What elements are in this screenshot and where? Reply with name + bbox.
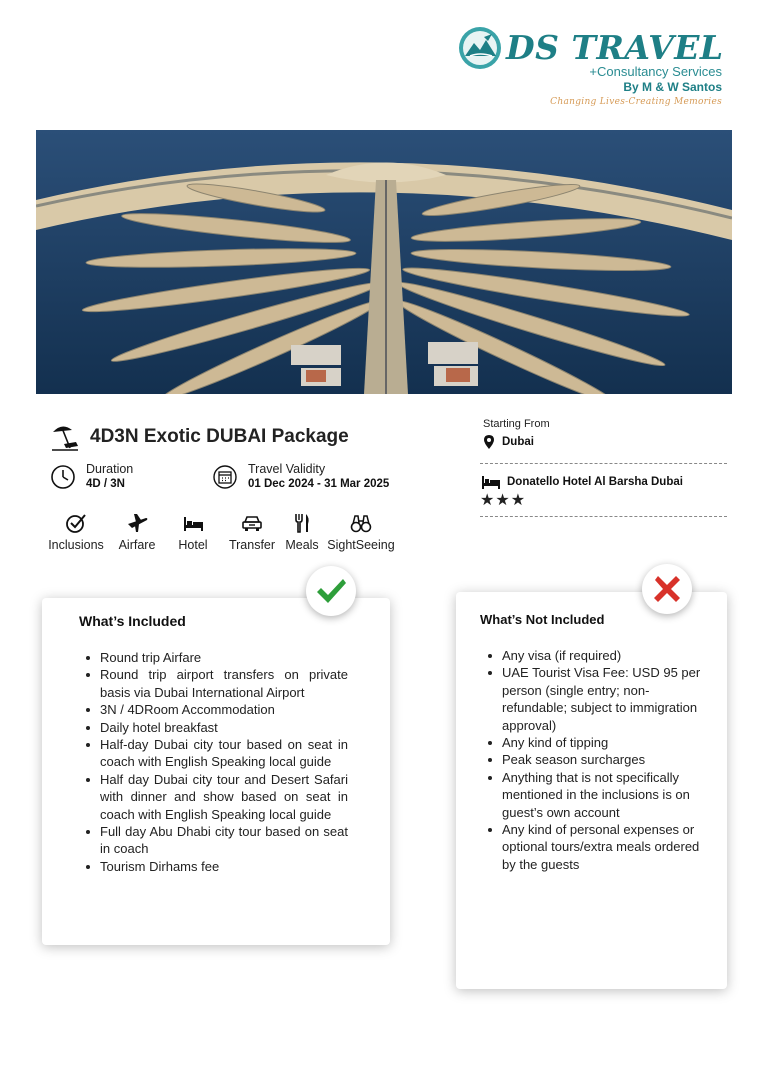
bed-icon [182, 512, 204, 534]
list-item: Round trip airport transfers on private basis via Dubai International Airport [84, 666, 348, 701]
list-item: Daily hotel breakfast [84, 719, 348, 736]
excluded-heading: What’s Not Included [480, 612, 605, 627]
feature-sightseeing [326, 512, 396, 552]
check-circle-icon [65, 512, 87, 534]
list-item: Half day Dubai city tour and Desert Safari with dinner and show based on seat in coach with English Speaking local guide [84, 771, 348, 823]
brand-logo [458, 26, 728, 112]
list-item: 3N / 4DRoom Accommodation [84, 701, 348, 718]
list-item: Any kind of tipping [486, 734, 704, 751]
list-item: Peak season surcharges [486, 751, 704, 768]
airplane-icon [126, 512, 148, 534]
green-check-icon [313, 573, 349, 609]
list-item: Half-day Dubai city tour based on seat in coach with English Speaking local guide [84, 736, 348, 771]
list-item: UAE Tourist Visa Fee: USD 95 per person (single entry; non-refundable; subject to immigration approval) [486, 664, 704, 734]
starting-city [482, 434, 534, 450]
brand-by: By M & W Santos [623, 80, 722, 94]
duration-info [50, 462, 133, 492]
calendar-icon [212, 464, 238, 490]
list-item: Round trip Airfare [84, 649, 348, 666]
included-badge [306, 566, 356, 616]
map-pin-icon [482, 434, 496, 450]
package-title: 4D3N Exotic DUBAI Package [90, 426, 349, 447]
palm-island-aerial-photo [36, 130, 732, 394]
brand-tagline: Changing Lives-Creating Memories [550, 97, 722, 107]
duration-label: Duration [86, 462, 134, 476]
list-item: Anything that is not specifically mentioned in the inclusions is on guest’s own account [486, 769, 704, 821]
brand-subtitle: +Consultancy Services [589, 64, 722, 79]
starting-city-name: Dubai [502, 436, 534, 448]
excluded-badge [642, 564, 692, 614]
feature-label: SightSeeing [327, 538, 395, 552]
included-list [84, 649, 348, 875]
clock-icon [50, 464, 76, 490]
fork-knife-icon [291, 512, 313, 534]
package-title-row [50, 420, 349, 454]
excluded-list [486, 647, 704, 873]
excluded-card [456, 592, 727, 989]
validity-value: 01 Dec 2024 - 31 Mar 2025 [248, 478, 390, 490]
feature-label: Airfare [118, 538, 156, 552]
list-item: Tourism Dirhams fee [84, 858, 348, 875]
red-cross-icon [649, 571, 685, 607]
duration-value: 4D / 3N [86, 478, 125, 490]
car-icon [241, 512, 263, 534]
globe-logo-icon [458, 26, 502, 70]
beach-umbrella-icon [50, 422, 80, 452]
binoculars-icon [350, 512, 372, 534]
validity-info [212, 462, 389, 492]
feature-label: Inclusions [48, 538, 104, 552]
feature-label: Hotel [178, 538, 208, 552]
starting-from-label: Starting From [483, 418, 550, 430]
hotel-info [481, 474, 683, 490]
divider [480, 463, 727, 464]
included-heading: What’s Included [79, 613, 186, 629]
hero-photo [36, 130, 732, 394]
feature-list [46, 512, 402, 554]
feature-inclusions [41, 512, 111, 552]
list-item: Any visa (if required) [486, 647, 704, 664]
feature-label: Transfer [228, 538, 276, 552]
validity-label: Travel Validity [248, 462, 326, 476]
bed-icon [481, 474, 501, 490]
hotel-star-rating: ★★★ [480, 492, 527, 509]
brand-name: DS TRAVEL [506, 28, 724, 67]
list-item: Any kind of personal expenses or optional tours/extra meals ordered by the guests [486, 821, 704, 873]
list-item: Full day Abu Dhabi city tour based on seat in coach [84, 823, 348, 858]
hotel-name: Donatello Hotel Al Barsha Dubai [507, 476, 683, 488]
divider [480, 516, 727, 517]
feature-label: Meals [285, 538, 319, 552]
included-card [42, 598, 390, 945]
